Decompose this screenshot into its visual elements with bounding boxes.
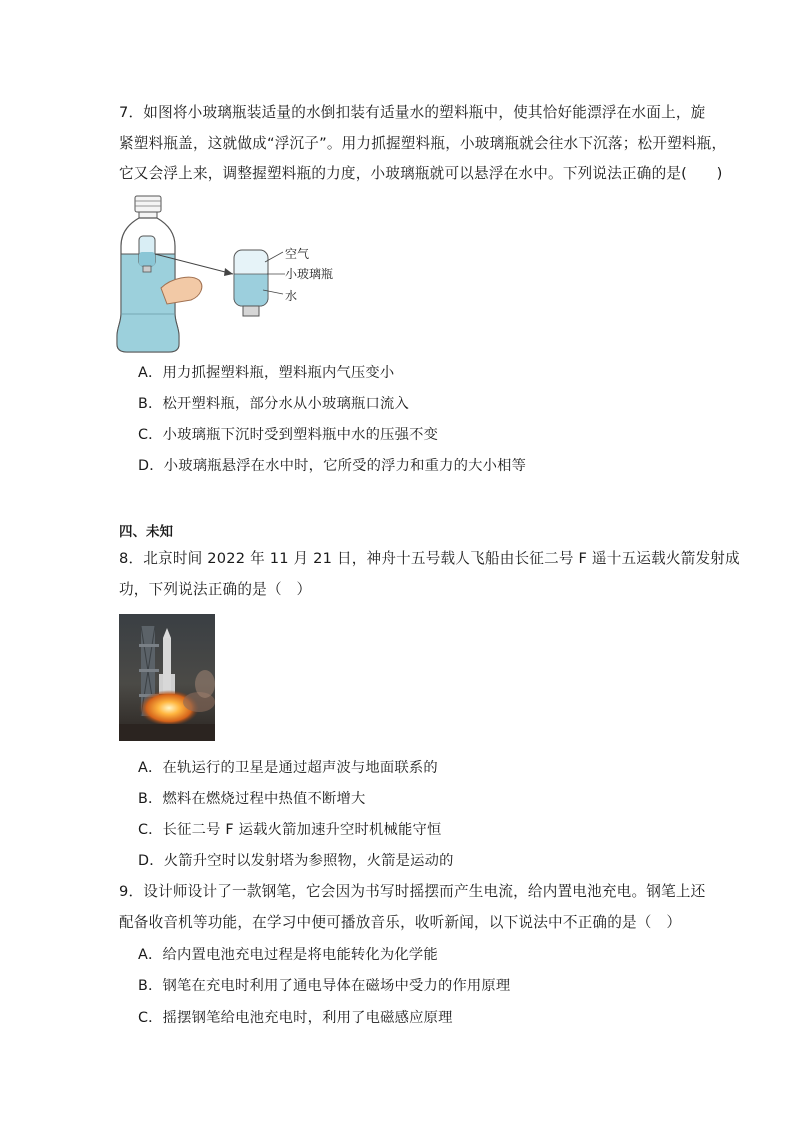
q7-line-3: 它又会浮上来，调整握塑料瓶的力度，小玻璃瓶就可以悬浮在水中。下列说法正确的是( ): [119, 165, 723, 182]
label-water: 水: [285, 289, 298, 303]
q7-option-b: B．松开塑料瓶，部分水从小玻璃瓶口流入: [138, 396, 409, 412]
q8-option-b: B．燃料在燃烧过程中热值不断增大: [138, 791, 366, 807]
q9-option-b: B．钢笔在充电时利用了通电导体在磁场中受力的作用原理: [138, 978, 511, 994]
label-air: 空气: [285, 247, 310, 261]
q8-line-2: 功，下列说法正确的是（ ）: [119, 581, 312, 598]
q8-option-d: D．火箭升空时以发射塔为参照物，火箭是运动的: [138, 853, 454, 869]
q7-option-a: A．用力抓握塑料瓶，塑料瓶内气压变小: [138, 365, 395, 381]
q9-option-a: A．给内置电池充电过程是将电能转化为化学能: [138, 947, 438, 963]
q8-line-1: 8．北京时间 2022 年 11 月 21 日，神舟十五号载人飞船由长征二号 F 遥十五运载火箭发射成: [119, 550, 740, 567]
rocket-launch-photo: [119, 614, 215, 741]
q8-option-a: A．在轨运行的卫星是通过超声波与地面联系的: [138, 760, 438, 776]
q7-line-2: 紧塑料瓶盖，这就做成“浮沉子”。用力抓握塑料瓶，小玻璃瓶就会往水下沉落；松开塑料瓶，: [119, 135, 727, 152]
q8-option-c: C．长征二号 F 运载火箭加速升空时机械能守恒: [138, 822, 442, 838]
section-heading: 四、未知: [119, 524, 173, 540]
q9-line-2: 配备收音机等功能，在学习中便可播放音乐，收听新闻，以下说法中不正确的是（ ）: [119, 914, 682, 931]
q7-option-c: C．小玻璃瓶下沉时受到塑料瓶中水的压强不变: [138, 427, 439, 443]
q9-line-1: 9．设计师设计了一款钢笔，它会因为书写时摇摆而产生电流，给内置电池充电。钢笔上还: [119, 883, 706, 900]
q7-option-d: D．小玻璃瓶悬浮在水中时，它所受的浮力和重力的大小相等: [138, 458, 527, 474]
cartesian-diver-figure: [115, 194, 345, 354]
q9-option-c: C．摇摆钢笔给电池充电时，利用了电磁感应原理: [138, 1010, 453, 1026]
q7-line-1: 7．如图将小玻璃瓶装适量的水倒扣装有适量水的塑料瓶中，使其恰好能漂浮在水面上，旋: [119, 104, 706, 121]
label-small-bottle: 小玻璃瓶: [285, 267, 334, 281]
